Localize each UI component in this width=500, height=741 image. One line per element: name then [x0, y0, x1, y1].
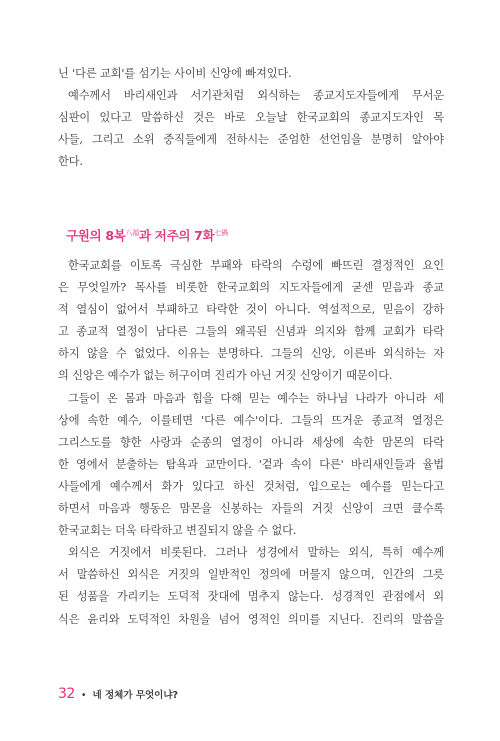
main-paragraphs: [58, 255, 444, 631]
text-line: 식은 윤리와 도덕적인 차원을 넘어 영적인 의미를 지닌다. 진리의 말씀을: [58, 612, 444, 626]
section-heading: [66, 226, 228, 244]
text-line: 사들에게 예수께서 화가 있다고 하신 것처럼, 입으로는 예수를 믿는다고: [58, 479, 444, 493]
text-line: 된 성품을 가리키는 도덕적 잣대에 멈추지 않는다. 성경적인 관점에서 외: [58, 590, 444, 604]
text-line: 닌 '다른 교회'를 섬기는 사이비 신앙에 빠져있다.: [58, 67, 292, 80]
text-line: 심판이 있다고 말씀하신 것은 바로 오늘날 한국교회의 종교지도자인 목: [58, 111, 444, 125]
text-line: 그리스도를 향한 사랑과 순종의 열정이 아니라 세상에 속한 맘몬의 타락: [58, 435, 444, 449]
text-line: 한국교회는 더욱 타락하고 변질되지 않을 수 없다.: [58, 524, 297, 538]
heading-part-1: 구원의 8복: [66, 228, 126, 243]
text-line: 하지 않을 수 없었다. 이유는 분명하다. 그들의 신앙, 이른바 외식하는 자: [58, 347, 444, 361]
text-line: 사들, 그리고 소위 중직들에게 전하시는 준엄한 선언임을 분명히 알아야: [58, 133, 444, 147]
text-line: 한다.: [58, 155, 83, 169]
text-line: 한 영에서 분출하는 탐욕과 교만이다. '겉과 속이 다른' 바리새인들과 율법: [58, 457, 444, 471]
text-line: 고 종교적 열정이 남다른 그들의 왜곡된 신념과 의지와 함께 교회가 타락: [58, 325, 444, 339]
text-line: 상에 속한 예수, 이를테면 '다른 예수'이다. 그들의 뜨거운 종교적 열정은: [58, 413, 444, 427]
heading-annotation-1: 八福: [125, 228, 139, 237]
text-line: 예수께서 바리새인과 서기관처럼 외식하는 종교지도자들에게 무서운: [68, 89, 444, 103]
heading-part-2: 과 저주의 7화: [138, 228, 215, 243]
page-footer: [58, 686, 178, 702]
book-title: 네 정체가 무엇이냐?: [92, 690, 179, 701]
text-line: 서 말씀하신 외식은 거짓의 일반적인 정의에 머물지 않으며, 인간의 그릇: [58, 568, 444, 582]
text-line: 의 신앙은 예수가 없는 허구이며 진리가 아닌 거짓 신앙이기 때문이다.: [58, 369, 393, 383]
text-line: 은 무엇일까? 목사를 비롯한 한국교회의 지도자들에게 굳센 믿음과 종교: [58, 281, 444, 295]
text-line: 그들이 온 몸과 마음과 힘을 다해 믿는 예수는 하나님 나라가 아니라 세: [68, 391, 444, 405]
text-line: 외식은 거짓에서 비롯된다. 그러나 성경에서 말하는 외식, 특히 예수께: [68, 546, 444, 560]
text-line: 하면서 마음과 행동은 맘몬을 신봉하는 자들의 거짓 신앙이 크면 클수록: [58, 502, 444, 516]
text-line: 적 열심이 없어서 부패하고 타락한 것이 아니다. 역설적으로, 믿음이 강하: [58, 303, 444, 317]
heading-annotation-2: 七禍: [214, 228, 228, 237]
page-number: 32: [58, 686, 75, 702]
footer-bullet: •: [80, 690, 87, 701]
top-paragraphs: [58, 63, 444, 173]
text-line: 한국교회를 이토록 극심한 부패와 타락의 수렁에 빠뜨린 결정적인 요인: [68, 259, 444, 272]
